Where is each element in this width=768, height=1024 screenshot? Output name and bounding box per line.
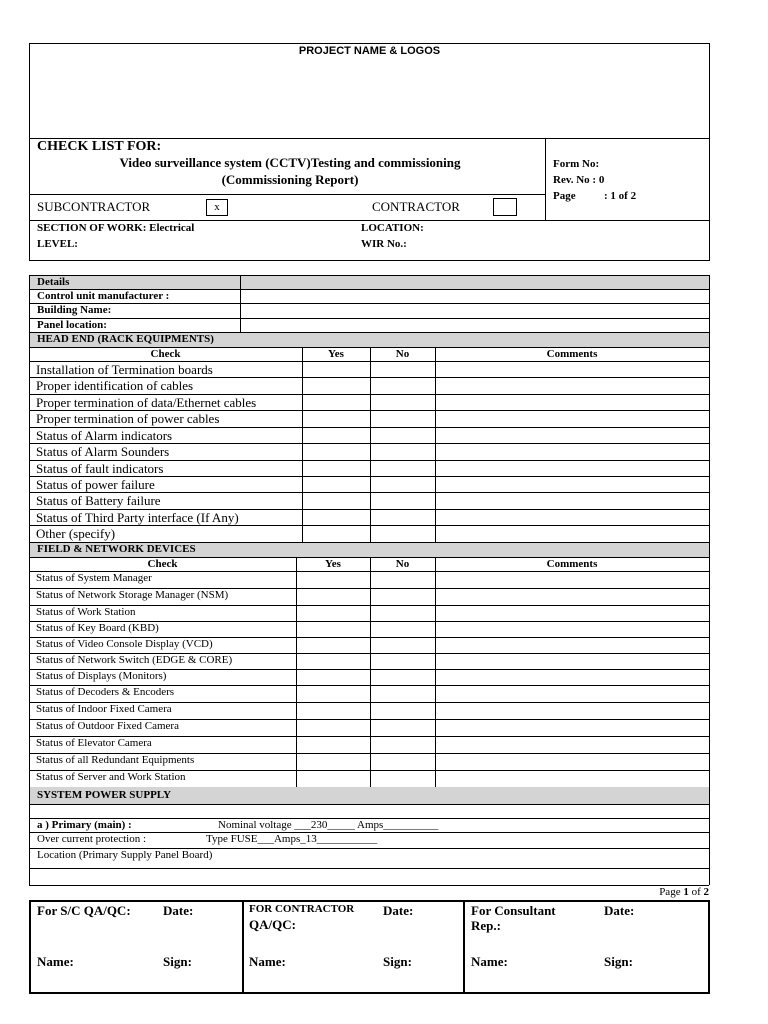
rev-no: Rev. No : 0 bbox=[553, 174, 605, 186]
divider bbox=[29, 427, 709, 428]
divider bbox=[29, 443, 709, 444]
head-end-item: Proper termination of power cables bbox=[36, 411, 220, 426]
checklist-line2: (Commissioning Report) bbox=[221, 172, 359, 187]
details-row-label: Building Name: bbox=[37, 304, 112, 316]
head-end-item: Other (specify) bbox=[36, 526, 116, 541]
field-device-item: Status of Indoor Fixed Camera bbox=[36, 703, 172, 715]
head-end-item: Status of Third Party interface (If Any) bbox=[36, 510, 239, 525]
divider bbox=[29, 492, 709, 493]
divider bbox=[29, 410, 709, 411]
details-row-label: Control unit manufacturer : bbox=[37, 290, 170, 302]
primary-supply-location: Location (Primary Supply Panel Board) bbox=[37, 849, 213, 861]
divider bbox=[29, 571, 709, 572]
divider bbox=[29, 220, 710, 221]
divider bbox=[29, 588, 709, 589]
head-end-item: Status of Alarm indicators bbox=[36, 428, 173, 443]
section-band bbox=[29, 275, 709, 289]
divider bbox=[29, 361, 709, 362]
divider bbox=[296, 557, 297, 804]
contractor-qaqc-line2: QA/QC: bbox=[249, 917, 296, 932]
field-device-item: Status of Decoders & Encoders bbox=[36, 686, 175, 698]
head-end-item: Status of power failure bbox=[36, 477, 155, 492]
divider bbox=[29, 868, 709, 869]
divider bbox=[29, 621, 709, 622]
type-fuse: Type FUSE___Amps_13___________ bbox=[206, 833, 378, 845]
sc-date-label: Date: bbox=[163, 903, 194, 918]
divider bbox=[29, 525, 709, 526]
page-value: : 1 of 2 bbox=[604, 190, 637, 202]
field-device-item: Status of Network Switch (EDGE & CORE) bbox=[36, 654, 233, 666]
field-device-item: Status of Server and Work Station bbox=[36, 771, 186, 783]
field-device-item: Status of System Manager bbox=[36, 572, 152, 584]
field-device-item: Status of Elevator Camera bbox=[36, 737, 152, 749]
contractor-checkbox[interactable] bbox=[493, 198, 517, 216]
head-end-item: Status of fault indicators bbox=[36, 461, 164, 476]
col-no: No bbox=[395, 348, 410, 360]
divider bbox=[709, 275, 710, 885]
sign-label-consultant: Sign: bbox=[604, 954, 633, 969]
col-yes: Yes bbox=[328, 348, 344, 360]
consultant-line2: Rep.: bbox=[471, 918, 501, 933]
divider bbox=[435, 557, 436, 804]
head-end-item: Proper termination of data/Ethernet cables bbox=[36, 395, 257, 410]
col-comments: Comments bbox=[546, 348, 598, 360]
consultant-date-label: Date: bbox=[604, 903, 635, 918]
divider bbox=[29, 685, 709, 686]
field-device-item: Status of Key Board (KBD) bbox=[36, 622, 159, 634]
divider bbox=[29, 476, 709, 477]
divider bbox=[29, 885, 709, 886]
wir-no: WIR No.: bbox=[361, 238, 407, 250]
sc-qaqc-label: For S/C QA/QC: bbox=[37, 903, 131, 918]
location: LOCATION: bbox=[361, 222, 424, 234]
field-device-item: Status of Outdoor Fixed Camera bbox=[36, 720, 179, 732]
divider bbox=[545, 138, 546, 220]
divider bbox=[29, 332, 709, 333]
contractor-date-label: Date: bbox=[383, 903, 414, 918]
page-footer bbox=[659, 887, 709, 898]
divider bbox=[370, 557, 371, 804]
col-check: Check bbox=[150, 348, 181, 360]
page-mid: of bbox=[688, 886, 704, 898]
form-no: Form No: bbox=[553, 158, 600, 170]
divider bbox=[29, 753, 709, 754]
page-label: Page bbox=[553, 190, 576, 202]
page-current: 1 bbox=[683, 886, 689, 898]
head-end-title: HEAD END (RACK EQUIPMENTS) bbox=[37, 333, 214, 345]
divider bbox=[29, 605, 709, 606]
divider bbox=[29, 736, 709, 737]
divider bbox=[29, 653, 709, 654]
divider bbox=[242, 900, 244, 994]
field-device-item: Status of Video Console Display (VCD) bbox=[36, 638, 213, 650]
divider bbox=[29, 542, 709, 543]
field-devices-title: FIELD & NETWORK DEVICES bbox=[37, 543, 196, 555]
head-end-item: Proper identification of cables bbox=[36, 378, 194, 393]
divider bbox=[29, 804, 709, 805]
field-device-item: Status of Work Station bbox=[36, 606, 136, 618]
divider bbox=[29, 377, 709, 378]
head-end-item: Status of Alarm Sounders bbox=[36, 444, 170, 459]
name-label-contractor: Name: bbox=[249, 954, 286, 969]
details-row-label: Panel location: bbox=[37, 319, 107, 331]
divider bbox=[29, 275, 30, 885]
page-prefix: Page bbox=[659, 886, 684, 898]
divider bbox=[29, 702, 709, 703]
power-supply-title: SYSTEM POWER SUPPLY bbox=[37, 789, 172, 801]
consultant-line1: For Consultant bbox=[471, 903, 556, 918]
sign-label-contractor: Sign: bbox=[383, 954, 412, 969]
level: LEVEL: bbox=[37, 238, 78, 250]
sign-label-sc: Sign: bbox=[163, 954, 192, 969]
checklist-line1: Video surveillance system (CCTV)Testing and commissioning bbox=[119, 155, 461, 170]
divider bbox=[29, 509, 709, 510]
details-title: Details bbox=[37, 276, 70, 288]
head-end-item: Status of Battery failure bbox=[36, 493, 161, 508]
subcontractor-checkbox[interactable]: x bbox=[206, 199, 228, 216]
checklist-label: CHECK LIST FOR: bbox=[37, 139, 162, 154]
section-of-work: SECTION OF WORK: Electrical bbox=[37, 222, 195, 234]
divider bbox=[29, 394, 709, 395]
divider bbox=[29, 637, 709, 638]
divider bbox=[29, 289, 709, 290]
field-device-item: Status of Network Storage Manager (NSM) bbox=[36, 589, 229, 601]
col-yes: Yes bbox=[325, 558, 341, 570]
col-check: Check bbox=[147, 558, 178, 570]
field-device-item: Status of all Redundant Equipments bbox=[36, 754, 195, 766]
divider bbox=[29, 557, 709, 558]
contractor-label: CONTRACTOR bbox=[372, 199, 460, 214]
divider bbox=[29, 303, 709, 304]
col-comments: Comments bbox=[546, 558, 598, 570]
divider bbox=[29, 275, 709, 276]
name-label-consultant: Name: bbox=[471, 954, 508, 969]
contractor-qaqc-line1: FOR CONTRACTOR bbox=[249, 903, 355, 915]
nominal-voltage: Nominal voltage ___230_____ Amps__________ bbox=[218, 819, 439, 831]
divider bbox=[29, 719, 709, 720]
subcontractor-label: SUBCONTRACTOR bbox=[37, 199, 151, 214]
over-current-label: Over current protection : bbox=[37, 833, 147, 845]
primary-label: a ) Primary (main) : bbox=[37, 819, 132, 831]
page-total: 2 bbox=[703, 886, 709, 898]
divider bbox=[29, 347, 709, 348]
divider bbox=[463, 900, 465, 994]
name-label-sc: Name: bbox=[37, 954, 74, 969]
col-no: No bbox=[395, 558, 410, 570]
divider bbox=[29, 669, 709, 670]
field-device-item: Status of Displays (Monitors) bbox=[36, 670, 167, 682]
divider bbox=[29, 770, 709, 771]
divider bbox=[29, 194, 545, 195]
head-end-item: Installation of Termination boards bbox=[36, 362, 213, 377]
project-title: PROJECT NAME & LOGOS bbox=[298, 45, 441, 57]
divider bbox=[29, 318, 709, 319]
divider bbox=[29, 460, 709, 461]
